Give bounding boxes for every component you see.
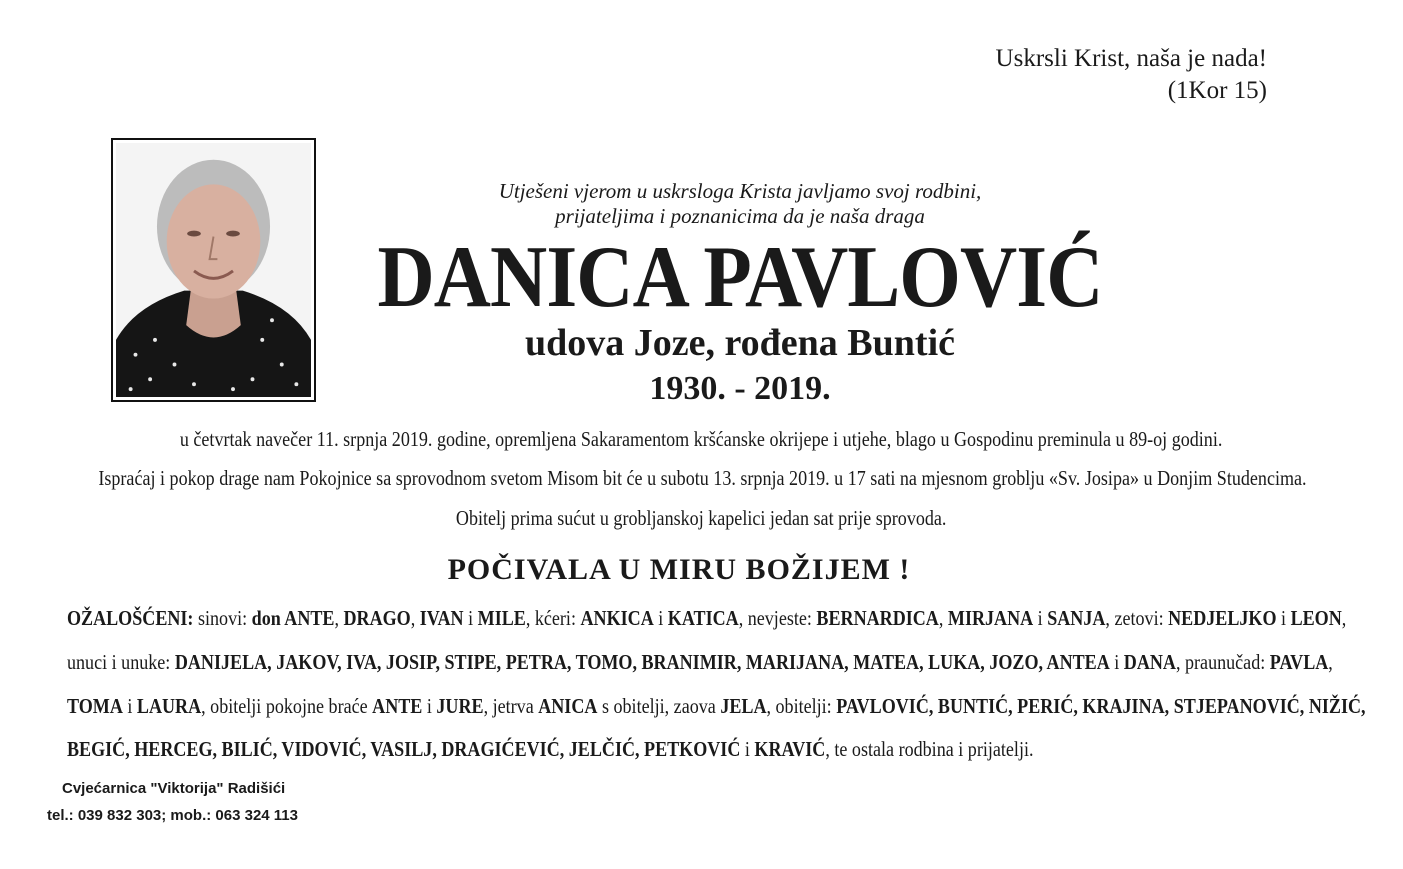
mourner-text: , kćeri:: [525, 606, 581, 630]
intro-line-1: Utješeni vjerom u uskrsloga Krista javljamo svoj rodbini,: [498, 179, 982, 203]
mourner-text: ,: [938, 606, 948, 630]
mourner-text: ,: [334, 606, 344, 630]
mourner-name: ANICA: [538, 694, 598, 718]
mourner-text: i: [122, 694, 137, 718]
mourner-name: OŽALOŠĆENI:: [67, 606, 194, 630]
mourner-name: PAVLOVIĆ, BUNTIĆ, PERIĆ, KRAJINA, STJEPANOVIĆ, NIŽIĆ,: [836, 694, 1366, 718]
mourner-name: JURE: [436, 694, 484, 718]
mourner-text: i: [1276, 606, 1291, 630]
mourner-name: MILE: [477, 606, 526, 630]
mourner-text: i: [1033, 606, 1048, 630]
mourners-line: [67, 692, 1366, 720]
mourner-text: i: [1109, 650, 1124, 674]
mourner-text: , te ostala rodbina i prijatelji.: [825, 737, 1034, 761]
mourner-text: i: [463, 606, 478, 630]
mourner-name: DRAGO: [343, 606, 411, 630]
mourner-name: DANIJELA, JAKOV, IVA, JOSIP, STIPE, PETRA, TOMO, BRANIMIR, MARIJANA, MATEA, LUKA, JOZO, ANTEA: [174, 650, 1110, 674]
deceased-name: DANICA PAVLOVIĆ: [377, 229, 1103, 326]
mourner-text: s obitelji, zaova: [597, 694, 721, 718]
mourner-text: , praunučad:: [1175, 650, 1270, 674]
mourner-text: , zetovi:: [1105, 606, 1169, 630]
deceased-subtitle: udova Joze, rođena Buntić: [524, 322, 955, 364]
mourner-name: BEGIĆ, HERCEG, BILIĆ, VIDOVIĆ, VASILJ, DRAGIĆEVIĆ, JELČIĆ, PETKOVIĆ: [67, 737, 741, 761]
portrait-photo: [111, 138, 316, 402]
mourner-text: , obitelji pokojne braće: [201, 694, 373, 718]
mourner-name: KRAVIĆ: [754, 737, 826, 761]
mourner-text: , obitelji:: [766, 694, 837, 718]
mourner-name: LEON: [1290, 606, 1342, 630]
mourner-name: ANKICA: [580, 606, 654, 630]
mourners-line: [67, 604, 1346, 632]
portrait-image: [116, 143, 311, 397]
intro-line-2: prijateljima i poznanicima da je naša draga: [555, 204, 925, 228]
mourner-text: , nevjeste:: [738, 606, 817, 630]
mourner-name: DANA: [1123, 650, 1176, 674]
mourner-name: PAVLA: [1269, 650, 1329, 674]
announcement-paragraph-3: Obitelj prima sućut u grobljanskoj kapelici jedan sat prije sprovoda.: [456, 506, 947, 530]
mourner-text: ,: [1328, 650, 1333, 674]
mourner-name: IVAN: [419, 606, 464, 630]
mourners-line: [67, 735, 1033, 763]
mourner-text: , jetrva: [483, 694, 539, 718]
florist-phone: tel.: 039 832 303; mob.: 063 324 113: [47, 807, 298, 824]
mourner-name: NEDJELJKO: [1168, 606, 1277, 630]
mourner-name: don ANTE: [251, 606, 335, 630]
mourners-line: [67, 648, 1333, 676]
mourner-name: TOMA: [67, 694, 123, 718]
verse-quote: Uskrsli Krist, naša je nada!: [995, 45, 1267, 72]
mourner-name: SANJA: [1047, 606, 1106, 630]
florist-name: Cvjećarnica "Viktorija" Radišići: [62, 780, 286, 797]
mourner-text: i: [653, 606, 668, 630]
mourner-name: KATICA: [667, 606, 739, 630]
rest-in-peace-heading: POČIVALA U MIRU BOŽIJEM !: [447, 553, 911, 586]
mourner-text: ,: [1341, 606, 1347, 630]
verse-reference: (1Kor 15): [1167, 77, 1267, 104]
mourner-name: LAURA: [136, 694, 202, 718]
mourner-name: ANTE: [372, 694, 423, 718]
announcement-paragraph-1: u četvrtak navečer 11. srpnja 2019. godine, opremljena Sakaramentom kršćanske okrijepe i utjehe, blago u Gospodinu preminula u 89-oj godini.: [180, 427, 1223, 451]
mourner-name: BERNARDICA: [816, 606, 939, 630]
announcement-paragraph-2: Ispraćaj i pokop drage nam Pokojnice sa sprovodnom svetom Misom bit će u subotu 13. srpnja 2019. u 17 sati na mjesnom groblju «Sv. Josipa» u Donjim Studencima.: [98, 466, 1307, 490]
mourner-text: ,: [410, 606, 420, 630]
life-years: 1930. - 2019.: [649, 370, 831, 407]
mourner-name: JELA: [720, 694, 767, 718]
mourner-text: unuci i unuke:: [67, 650, 175, 674]
mourner-text: i: [422, 694, 437, 718]
mourner-text: i: [740, 737, 755, 761]
mourner-name: MIRJANA: [947, 606, 1034, 630]
mourner-text: sinovi:: [193, 606, 252, 630]
